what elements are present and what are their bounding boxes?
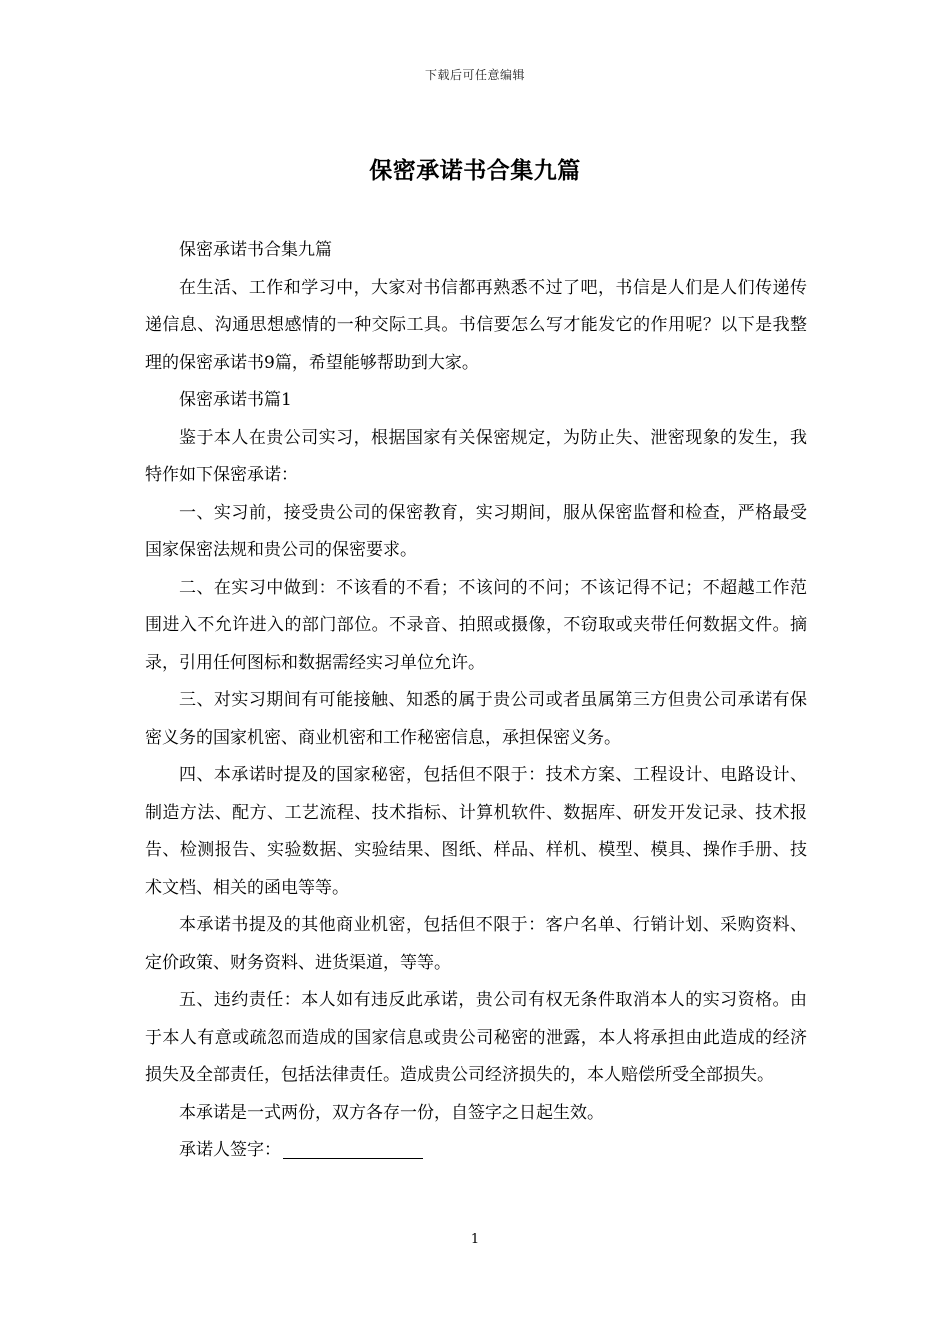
paragraph: 在生活、工作和学习中，大家对书信都再熟悉不过了吧，书信是人们是人们传递传递信息、沟通思想感情的一种交际工具。书信要怎么写才能发它的作用呢？以下是我整理的保密承诺书9篇，希望能够帮助到大家。 xyxy=(145,277,807,373)
document-body xyxy=(145,232,807,1170)
paragraph: 鉴于本人在贵公司实习，根据国家有关保密规定，为防止失、泄密现象的发生，我特作如下保密承诺： xyxy=(145,427,807,485)
page-number: 1 xyxy=(470,1232,480,1247)
signature-row xyxy=(145,1132,807,1170)
page-header-note: 下载后可任意编辑 xyxy=(424,68,525,82)
paragraph: 本承诺书提及的其他商业机密，包括但不限于：客户名单、行销计划、采购资料、定价政策、财务资料、进货渠道，等等。 xyxy=(145,915,807,973)
paragraph: 一、实习前，接受贵公司的保密教育，实习期间，服从保密监督和检查，严格最受国家保密法规和贵公司的保密要求。 xyxy=(145,502,807,560)
paragraph: 保密承诺书篇1 xyxy=(179,390,292,410)
signature-label: 承诺人签字： xyxy=(179,1140,281,1160)
paragraph: 保密承诺书合集九篇 xyxy=(179,240,332,260)
paragraph: 本承诺是一式两份，双方各存一份，自签字之日起生效。 xyxy=(179,1102,604,1123)
signature-line xyxy=(283,1157,423,1159)
paragraph: 三、对实习期间有可能接触、知悉的属于贵公司或者虽属第三方但贵公司承诺有保密义务的国家机密、商业机密和工作秘密信息，承担保密义务。 xyxy=(145,690,807,748)
paragraph: 二、在实习中做到：不该看的不看；不该问的不问；不该记得不记；不超越工作范围进入不允许进入的部门部位。不录音、拍照或摄像，不窃取或夹带任何数据文件。摘录，引用任何图标和数据需经实习单位允许。 xyxy=(145,577,807,673)
document-title: 保密承诺书合集九篇 xyxy=(369,157,581,184)
paragraph: 五、违约责任：本人如有违反此承诺，贵公司有权无条件取消本人的实习资格。由于本人有意或疏忽而造成的国家信息或贵公司秘密的泄露，本人将承担由此造成的经济损失及全部责任，包括法律责任。造成贵公司经济损失的，本人赔偿所受全部损失。 xyxy=(145,990,807,1085)
paragraph: 四、本承诺时提及的国家秘密，包括但不限于：技术方案、工程设计、电路设计、制造方法、配方、工艺流程、技术指标、计算机软件、数据库、研发开发记录、技术报告、检测报告、实验数据、实验结果、图纸、样品、样机、模型、模具、操作手册、技术文档、相关的函电等等。 xyxy=(145,765,807,898)
